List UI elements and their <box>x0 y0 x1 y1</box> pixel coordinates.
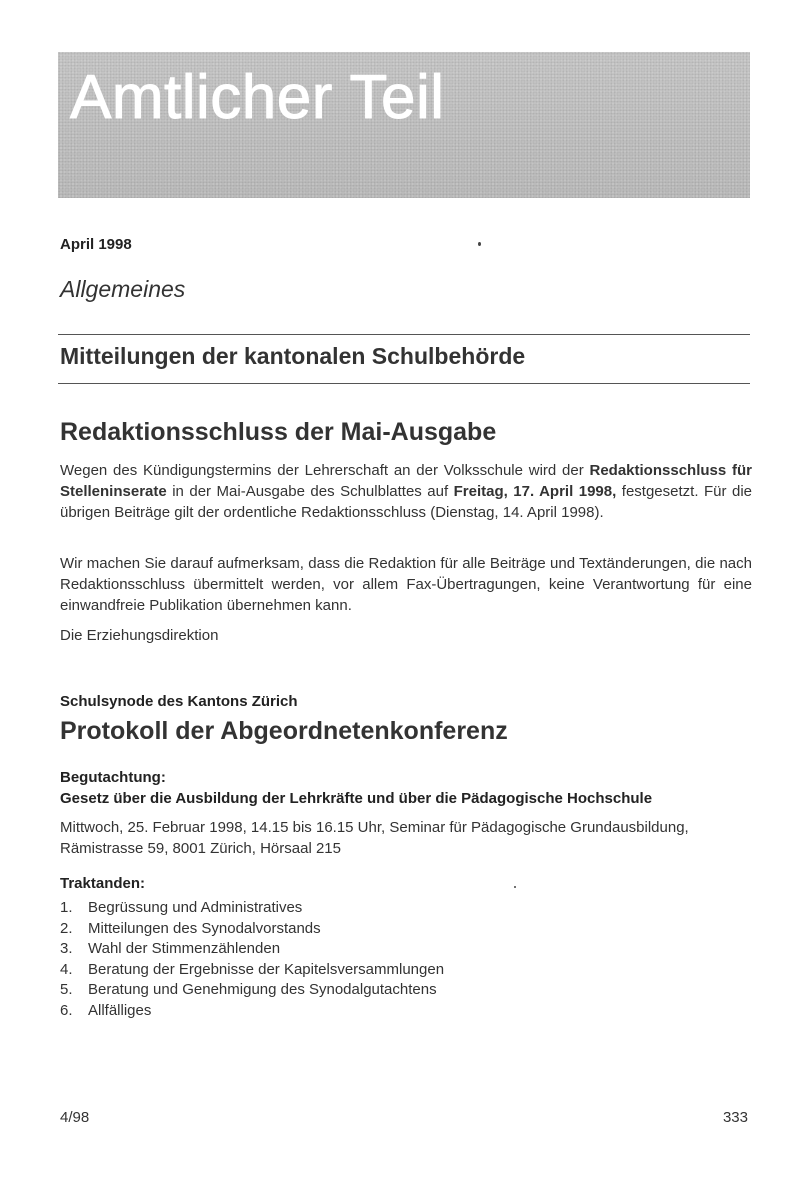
divider-top <box>58 334 750 335</box>
agenda-text: Begrüssung und Administratives <box>88 899 303 916</box>
agenda-item <box>60 980 444 1001</box>
footer-issue: 4/98 <box>60 1109 90 1126</box>
agenda-number: 4. <box>60 960 73 978</box>
agenda-text: Allfälliges <box>88 1001 152 1019</box>
emphasis-text: Redaktionsschluss für Stelleninserate <box>60 462 752 500</box>
agenda-number: 6. <box>60 1001 73 1019</box>
article-kicker: Schulsynode des Kantons Zürich <box>60 693 298 710</box>
agenda-text: Mitteilungen des Synodalvorstands <box>88 919 321 937</box>
agenda-list <box>60 898 444 1021</box>
divider-bottom <box>58 383 750 384</box>
body-text: Wegen des Kündigungstermins der Lehrerschaft an der Volksschule wird der <box>60 462 590 479</box>
article-title-deadline: Redaktionsschluss der Mai-Ausgabe <box>60 418 497 446</box>
agenda-text: Beratung und Genehmigung des Synodalgutachtens <box>88 981 437 998</box>
article-paragraph-1 <box>60 460 752 523</box>
agenda-number: 1. <box>60 899 73 916</box>
agenda-item <box>60 898 444 919</box>
agenda-number: 5. <box>60 981 73 998</box>
issue-date: April 1998 <box>60 236 132 253</box>
agenda-item <box>60 960 444 981</box>
assessment-subject: Gesetz über die Ausbildung der Lehrkräfte und über die Pädagogische Hochschule <box>60 790 653 807</box>
scan-speck <box>514 886 516 888</box>
body-text: in der Mai-Ausgabe des Schulblattes auf <box>166 483 454 500</box>
article-signature: Die Erziehungsdirektion <box>60 627 219 644</box>
agenda-label: Traktanden: <box>60 875 146 892</box>
agenda-number: 2. <box>60 919 73 937</box>
page-number: 333 <box>722 1109 748 1126</box>
agenda-item <box>60 919 444 940</box>
assessment-label: Begutachtung: <box>60 769 166 786</box>
agenda-number: 3. <box>60 940 73 957</box>
banner-title: Amtlicher Teil <box>70 63 445 132</box>
agenda-item <box>60 1001 444 1022</box>
agenda-text: Beratung der Ergebnisse der Kapitelsversammlungen <box>88 960 445 978</box>
header-banner <box>58 52 750 198</box>
agenda-item <box>60 939 444 960</box>
authority-heading: Mitteilungen der kantonalen Schulbehörde <box>60 343 526 369</box>
article-title-protocol: Protokoll der Abgeordnetenkonferenz <box>60 717 508 745</box>
section-title: Allgemeines <box>60 276 186 302</box>
meeting-info: Mittwoch, 25. Februar 1998, 14.15 bis 16.15 Uhr, Seminar für Pädagogische Grundausbildung, Rämistrasse 59, 8001 Zürich, Hörsaal 215 <box>60 819 689 857</box>
agenda-text: Wahl der Stimmenzählenden <box>88 940 281 957</box>
body-text: festgesetzt. Für die übrigen Beiträge gilt der ordentliche Redaktionsschluss (Dienstag, 14. April 1998). <box>60 483 752 521</box>
scan-speck <box>478 242 481 246</box>
emphasis-text: Freitag, 17. April 1998, <box>453 483 617 500</box>
article-paragraph-2: Wir machen Sie darauf aufmerksam, dass die Redaktion für alle Beiträge und Textänderungen, die nach Redaktionsschluss übermittelt werden, vor allem Fax-Übertragungen, keine Verantwortung für eine einwandfreie Publikation übernehmen kann. <box>60 555 752 614</box>
